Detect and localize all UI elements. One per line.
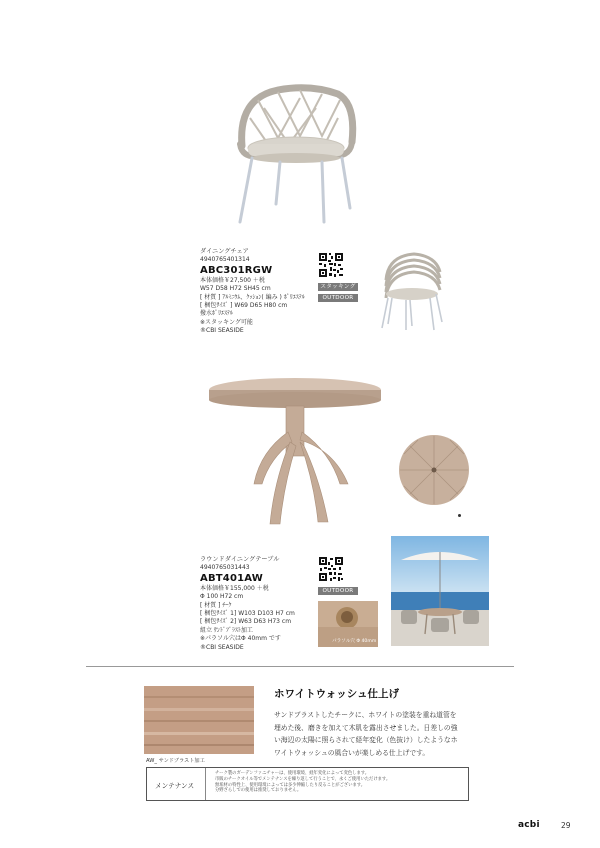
table-material: [ 材質 ] ﾁｰｸ [200, 601, 232, 609]
page-number: 29 [561, 821, 571, 830]
maintenance-box [146, 767, 469, 801]
maintenance-label: メンテナンス [155, 782, 195, 790]
finish-description [274, 709, 458, 759]
table-size: Φ 100 H72 cm [200, 593, 244, 601]
wood-swatch [144, 686, 254, 754]
table-outdoor-tag: OUTDOOR [318, 587, 358, 595]
chair-note: ※スタッキング可能 [200, 318, 253, 326]
maintenance-text [215, 771, 390, 794]
parasol-hole-photo [318, 601, 378, 647]
table-brand: ®CBI SEASIDE [200, 643, 244, 651]
stacked-chairs-photo [376, 250, 446, 334]
table-jan-code: 4940765031443 [200, 564, 250, 572]
chair-size: W57 D58 H72 SH45 cm [200, 285, 271, 293]
table-category: ラウンドダイニングテーブル [200, 556, 280, 563]
section-divider [86, 666, 514, 667]
finish-line: い海辺の太陽に照らされて経年変化（色抜け）したようなホ [274, 736, 458, 745]
scale-dot [458, 514, 461, 517]
finish-line: ワイトウォッシュの風合いが楽しめる仕上げです。 [274, 748, 430, 757]
table-spec [200, 556, 295, 652]
parasol-hole-caption: パラソル穴 Φ 40mm [332, 639, 377, 644]
table-pack-size-1: [ 梱包ｻｲｽﾞ 1] W103 D103 H7 cm [200, 610, 295, 618]
table-price: 本体価格￥155,000 ＋税 [200, 584, 269, 592]
table-pack-size-2: [ 梱包ｻｲｽﾞ 2] W63 D63 H73 cm [200, 618, 292, 626]
chair-model: ABC301RGW [200, 264, 273, 276]
table-extra: 組立 ｻﾝﾄﾞﾌﾞﾗｽﾄ加工 [200, 626, 253, 634]
table-qr-code[interactable] [318, 556, 344, 582]
table-photo [200, 372, 390, 532]
table-top-photo [398, 434, 470, 506]
chair-photo [228, 78, 360, 224]
seaside-scene-photo [391, 536, 489, 646]
maintenance-line: チーク製のガーデンファニチャーは、使用環境、経年変化によって変色します。 [215, 771, 370, 776]
maintenance-line: 市販のチークオイル等でメンテナンスを繰り返して行うことで、永くご使用いただけます。 [215, 776, 391, 782]
chair-jan-code: 4940765401314 [200, 256, 250, 264]
table-note: ※パラソル穴はΦ 40mm です [200, 635, 281, 643]
maintenance-line: 無垢材の特性上、使用環境によっては多少伸縮したり反ることがございます。 [215, 782, 366, 788]
swatch-caption: AW_ サンドブラスト加工 [146, 758, 205, 764]
chair-pack-size: [ 梱包ｻｲｽﾞ ] W69 D65 H80 cm [200, 302, 288, 310]
finish-title: ホワイトウォッシュ仕上げ [274, 688, 400, 700]
stacking-tag: スタッキング [318, 283, 358, 291]
brand-logo: acbi [518, 820, 540, 830]
chair-brand: ®CBI SEASIDE [200, 327, 244, 335]
chair-material: [ 材質 ] ｱﾙﾐﾆｳﾑ、ｸｯｼｮﾝ( 編み ) ﾎﾟﾘｴｽﾃﾙ [200, 293, 305, 301]
chair-spec [200, 248, 305, 336]
finish-line: 埋めた後、磨きを加えて木肌を露出させました。日差しの強 [274, 723, 458, 732]
finish-line: サンドブラストしたチークに、ホワイトの塗装を重ね道管を [274, 711, 457, 719]
chair-category: ダイニングチェア [200, 248, 249, 255]
chair-price: 本体価格￥27,500 ＋税 [200, 276, 265, 284]
table-model: ABT401AW [200, 572, 263, 584]
chair-outdoor-tag: OUTDOOR [318, 294, 358, 302]
chair-qr-code[interactable] [318, 252, 344, 278]
maintenance-line: 分野ざらしでの使用は推奨しておりません。 [215, 788, 302, 794]
chair-extra: 撥水ﾎﾟﾘｴｽﾃﾙ [200, 310, 234, 318]
